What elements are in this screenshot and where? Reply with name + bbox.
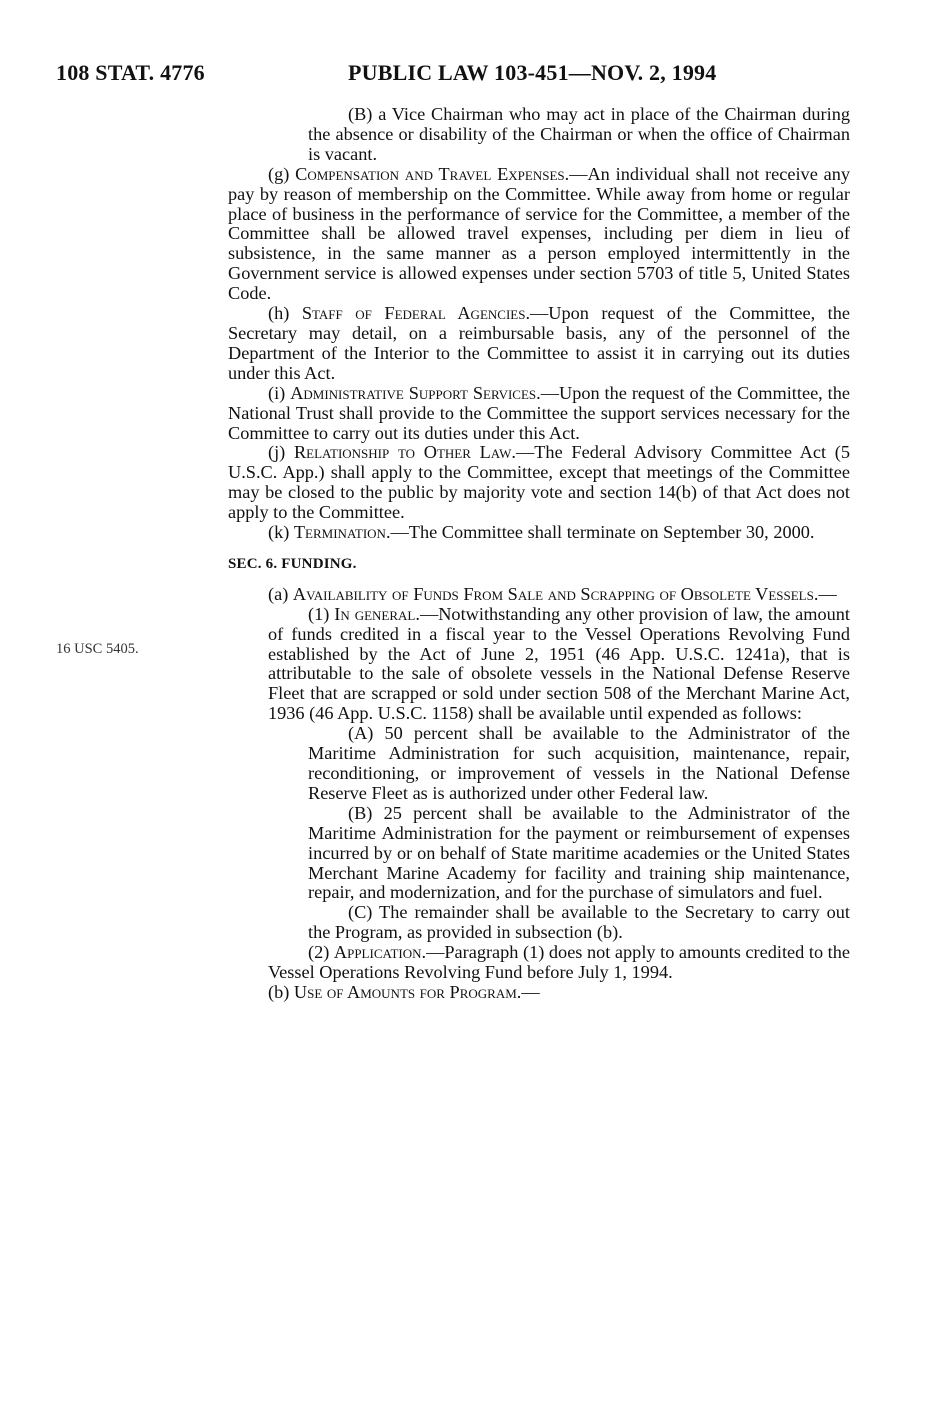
subparagraph-C: (C) The remainder shall be available to the Secretary to carry out the Program, as provided in subsection (b). (308, 902, 850, 943)
paragraph-a1 (228, 605, 850, 724)
margin-citation: 16 USC 5405. (56, 641, 139, 657)
subsection-i-text: —Upon the request of the Committee, the National Trust shall provide to the Committee the support services necessary for the Committee to carry out its duties under this Act. (228, 382, 851, 443)
paragraph-b-vice-chairman: (B) a Vice Chairman who may act in place of the Chairman during the absence or disability of the Chairman or when the office of Chairman is vacant. (308, 104, 850, 164)
subsection-i-heading: Administrative Support Services. (290, 382, 541, 403)
paragraph-a2-label: (2) (308, 942, 334, 963)
subsection-h (228, 304, 850, 384)
paragraph-a1-heading: In general. (334, 603, 420, 624)
subsection-b-label: (b) (268, 981, 294, 1002)
paragraph-a2-heading: Application. (333, 942, 427, 963)
subsection-h-text: —Upon request of the Committee, the Secretary may detail, on a reimbursable basis, any of the personnel of the Department of the Interior to the Committee to assist it in carrying out its duties under this Act. (228, 303, 850, 383)
paragraph-a1-text: —Notwithstanding any other provision of law, the amount of funds credited in a fiscal year to the Vessel Operations Revolving Fund established by the Act of June 2, 1951 (46 App. U.S.C. 1241a), that is attributable to the sale of obsolete vessels in the National Defense Reserve Fleet that are scrapped or sold under section 508 of the Merchant Marine Act, 1936 (46 App. U.S.C. 1158) shall be available until expended as follows: (268, 603, 851, 724)
subsection-b-dash: — (521, 981, 540, 1002)
subsection-a-heading: Availability of Funds From Sale and Scrapping of Obsolete Vessels. (292, 583, 819, 604)
subsection-j (228, 443, 850, 523)
subsection-b-heading: Use of Amounts for Program. (293, 981, 522, 1002)
subsection-i-label: (i) (268, 382, 291, 403)
section-heading: SEC. 6. FUNDING. (228, 555, 357, 572)
page-header (56, 60, 850, 86)
subsection-g-label: (g) (268, 163, 296, 184)
subsection-a (228, 585, 850, 605)
subsection-j-heading: Relationship to Other Law. (293, 442, 516, 463)
subsection-a-dash: — (818, 583, 837, 604)
subsection-a-label: (a) (268, 583, 293, 604)
subsection-b (228, 983, 850, 1003)
subsection-k-label: (k) (268, 522, 294, 543)
subsection-k (228, 523, 850, 543)
subsection-h-heading: Staff of Federal Agencies. (301, 303, 531, 324)
document-body (228, 105, 850, 1003)
paragraph-a2-text: —Paragraph (1) does not apply to amounts credited to the Vessel Operations Revolving Fund before July 1, 1994. (268, 942, 850, 983)
statute-citation: 108 STAT. 4776 (56, 60, 205, 85)
subsection-k-text: —The Committee shall terminate on September 30, 2000. (390, 522, 815, 543)
section-6-heading (228, 553, 850, 575)
public-law-title: PUBLIC LAW 103-451—NOV. 2, 1994 (348, 60, 717, 85)
subsection-j-label: (j) (268, 442, 294, 463)
subsection-j-text: —The Federal Advisory Committee Act (5 U.S.C. App.) shall apply to the Committee, except that meetings of the Committee may be closed to the public by majority vote and section 14(b) of that Act does not apply to the Committee. (228, 442, 850, 523)
subparagraph-B: (B) 25 percent shall be available to the Administrator of the Maritime Administration for the payment or reimbursement of expenses incurred by or on behalf of State maritime academies or the United States Merchant Marine Academy for facility and training ship maintenance, repair, and modernization, and for the purchase of simulators and fuel. (308, 802, 850, 903)
subsection-g-heading: Compensation and Travel Expenses. (295, 163, 570, 184)
subsection-g-text: —An individual shall not receive any pay by reason of membership on the Committee. While away from home or regular place of business in the performance of service for the Committee, a member of the Committee shall be allowed travel expenses, including per diem in lieu of subsistence, in the same manner as a person employed intermittently in the Government service is allowed expenses under section 5703 of title 5, United States Code. (228, 163, 851, 304)
subparagraph-A: (A) 50 percent shall be available to the Administrator of the Maritime Administration for such acquisition, maintenance, repair, reconditioning, or improvement of vessels in the National Defense Reserve Fleet as is authorized under other Federal law. (308, 723, 850, 803)
subsection-k-heading: Termination. (293, 522, 391, 543)
subsection-i (228, 384, 850, 444)
paragraph-a1-label: (1) (308, 603, 335, 624)
paragraph-a2 (228, 943, 850, 983)
subsection-g (228, 165, 850, 304)
subsection-h-label: (h) (268, 303, 302, 324)
